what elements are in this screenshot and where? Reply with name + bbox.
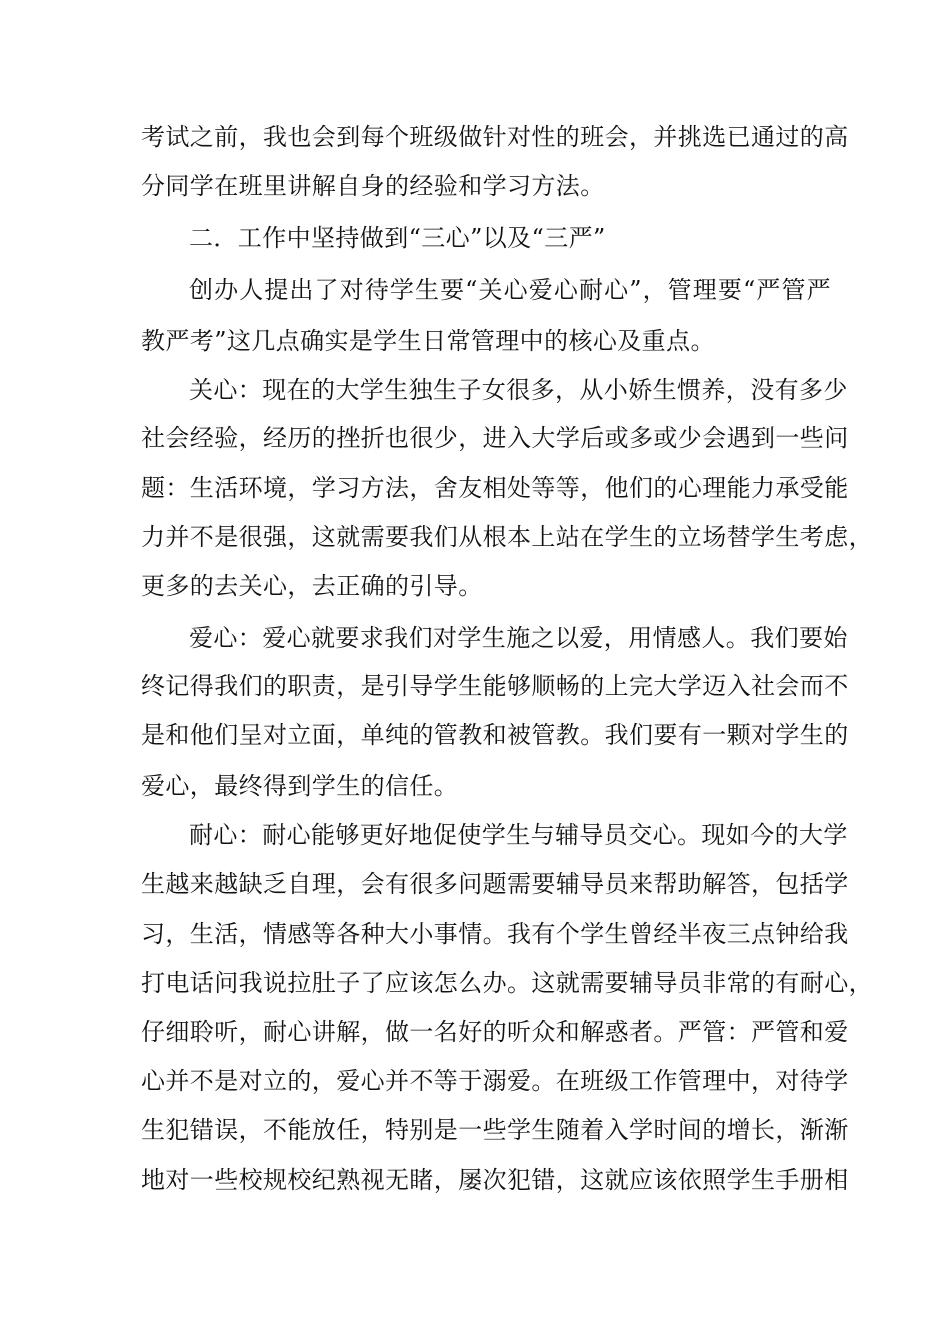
paragraph-0-line-1: 分同学在班里讲解自身的经验和学习方法。 <box>141 172 605 200</box>
paragraph-4-line-1: 终记得我们的职责，是引导学生能够顺畅的上完大学迈入社会而不 <box>141 672 849 700</box>
paragraph-5-line-6: 生犯错误，不能放任，特别是一些学生随着入学时间的增长，渐渐 <box>141 1116 849 1144</box>
paragraph-5-line-3: 打电话问我说拉肚子了应该怎么办。这就需要辅导员非常的有耐心， <box>141 969 873 997</box>
paragraph-5-line-2: 习，生活，情感等各种大小事情。我有个学生曾经半夜三点钟给我 <box>141 920 849 948</box>
paragraph-5-line-1: 生越来越缺乏自理，会有很多问题需要辅导员来帮助解答，包括学 <box>141 870 849 898</box>
paragraph-2-line-1: 教严考”这几点确实是学生日常管理中的核心及重点。 <box>141 327 715 355</box>
paragraph-3-line-0: 关心：现在的大学生独生子女很多，从小娇生惯养，没有多少 <box>189 376 848 404</box>
paragraph-5-line-4: 仔细聆听，耐心讲解，做一名好的听众和解惑者。严管：严管和爱 <box>141 1018 849 1046</box>
paragraph-4-line-2: 是和他们呈对立面，单纯的管教和被管教。我们要有一颗对学生的 <box>141 721 849 749</box>
paragraph-3-line-4: 更多的去关心，去正确的引导。 <box>141 572 483 600</box>
paragraph-2-line-0: 创办人提出了对待学生要“关心爱心耐心”，管理要“严管严 <box>189 276 831 304</box>
paragraph-5-line-5: 心并不是对立的，爱心并不等于溺爱。在班级工作管理中，对待学 <box>141 1067 849 1095</box>
paragraph-4-line-0: 爱心：爱心就要求我们对学生施之以爱，用情感人。我们要始 <box>189 624 848 652</box>
paragraph-0-line-0: 考试之前，我也会到每个班级做针对性的班会，并挑选已通过的高 <box>141 123 849 151</box>
paragraph-3-line-3: 力并不是很强，这就需要我们从根本上站在学生的立场替学生考虑， <box>141 523 873 551</box>
paragraph-5-line-7: 地对一些校规校纪熟视无睹，屡次犯错，这就应该依照学生手册相 <box>141 1166 849 1194</box>
paragraph-5-line-0: 耐心：耐心能够更好地促使学生与辅导员交心。现如今的大学 <box>189 821 848 849</box>
paragraph-4-line-3: 爱心，最终得到学生的信任。 <box>141 772 459 800</box>
section-heading: 二．工作中坚持做到“三心”以及“三严” <box>189 224 606 252</box>
paragraph-3-line-2: 题：生活环境，学习方法，舍友相处等等，他们的心理能力承受能 <box>141 474 849 502</box>
paragraph-3-line-1: 社会经验，经历的挫折也很少，进入大学后或多或少会遇到一些问 <box>141 424 849 452</box>
